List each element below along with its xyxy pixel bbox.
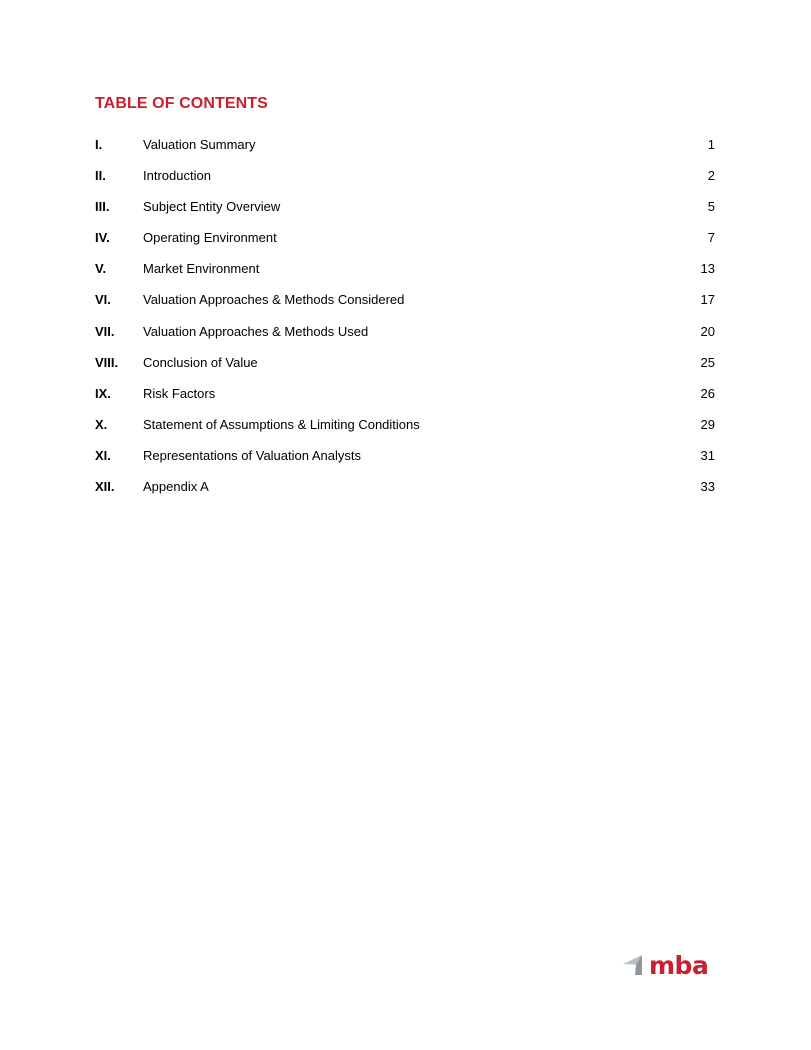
mba-logo-mark-icon xyxy=(622,953,648,977)
toc-entry-page: 26 xyxy=(700,385,715,401)
toc-entry-label: Valuation Approaches & Methods Considered xyxy=(143,292,405,308)
toc-entry-number: IX. xyxy=(95,385,111,401)
toc-entry-number: II. xyxy=(95,168,106,184)
toc-entry-label: Valuation Approaches & Methods Used xyxy=(143,323,369,339)
toc-entry[interactable] xyxy=(95,199,715,230)
toc-entry-page: 20 xyxy=(700,323,715,339)
toc-entry-number: VI. xyxy=(95,292,111,308)
toc-entry-number: III. xyxy=(95,199,110,215)
toc-entry[interactable] xyxy=(95,355,715,386)
toc-entry-number: I. xyxy=(95,137,103,152)
toc-entry-number: XII. xyxy=(95,479,115,495)
toc-entry-label: Subject Entity Overview xyxy=(143,199,281,215)
toc-entry-label: Market Environment xyxy=(143,261,260,277)
toc-entry-label: Conclusion of Value xyxy=(143,354,258,370)
toc-entry-page: 31 xyxy=(700,447,715,463)
toc-entry-label: Statement of Assumptions & Limiting Conditions xyxy=(143,416,420,432)
toc-entry-page: 25 xyxy=(700,354,715,370)
toc-entry-label: Representations of Valuation Analysts xyxy=(143,447,362,463)
toc-entry-page: 13 xyxy=(700,261,715,277)
table-of-contents xyxy=(95,137,715,510)
toc-entry-page: 29 xyxy=(700,416,715,432)
toc-entry-number: XI. xyxy=(95,447,111,463)
toc-entry[interactable] xyxy=(95,292,715,323)
toc-entry-label: Operating Environment xyxy=(143,230,277,246)
toc-entry-page: 2 xyxy=(707,168,715,184)
toc-entry-page: 5 xyxy=(707,199,715,215)
toc-entry-number: IV. xyxy=(95,230,110,246)
toc-entry-number: VIII. xyxy=(95,354,119,370)
toc-entry[interactable] xyxy=(95,230,715,261)
toc-entry-label: Introduction xyxy=(143,168,211,184)
toc-entry-page: 33 xyxy=(700,479,715,495)
toc-entry-page: 1 xyxy=(707,137,715,152)
company-logo xyxy=(622,950,718,980)
toc-entry-label: Appendix A xyxy=(143,479,209,495)
toc-entry-page: 17 xyxy=(700,292,715,308)
toc-entry[interactable] xyxy=(95,137,715,168)
toc-entry[interactable] xyxy=(95,448,715,479)
toc-entry-number: VII. xyxy=(95,323,115,339)
toc-entry-number: V. xyxy=(95,261,107,277)
toc-entry[interactable] xyxy=(95,324,715,355)
toc-entry-label: Valuation Summary xyxy=(143,137,256,152)
toc-entry-label: Risk Factors xyxy=(143,385,216,401)
toc-entry[interactable] xyxy=(95,417,715,448)
logo-text: mba xyxy=(649,950,709,980)
toc-entry[interactable] xyxy=(95,168,715,199)
toc-entry[interactable] xyxy=(95,386,715,417)
toc-entry-number: X. xyxy=(95,416,108,432)
page-title: TABLE OF CONTENTS xyxy=(95,95,268,112)
toc-entry-page: 7 xyxy=(707,230,715,246)
toc-entry[interactable] xyxy=(95,261,715,292)
toc-entry[interactable] xyxy=(95,479,715,510)
